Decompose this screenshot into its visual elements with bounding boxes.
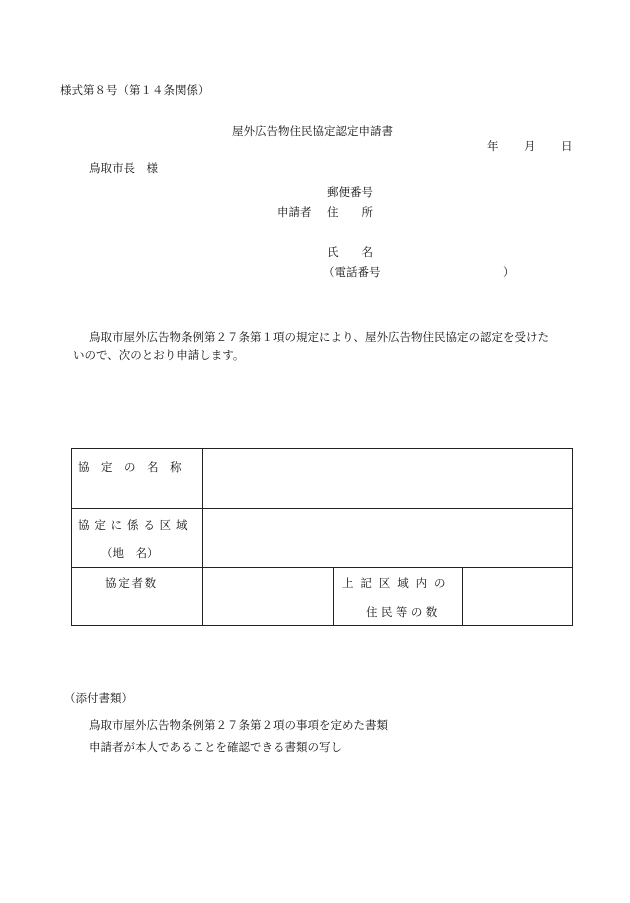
table-column-divider bbox=[202, 449, 203, 625]
resident-count-label: 上記区域内の bbox=[342, 576, 453, 590]
resident-count-sublabel: 住民等の数 bbox=[366, 605, 441, 619]
postal-code-label: 郵便番号 bbox=[327, 185, 373, 199]
attachment-item: 鳥取市屋外広告物条例第２７条第２項の事項を定めた書類 bbox=[89, 718, 388, 732]
date-year-label: 年 bbox=[487, 139, 499, 153]
date-day-label: 日 bbox=[561, 139, 573, 153]
table-column-divider bbox=[333, 567, 334, 625]
agreement-area-label: 協定に係る区域 bbox=[78, 518, 193, 532]
agreement-name-label: 協 定 の 名 称 bbox=[78, 460, 182, 474]
applicant-label: 申請者 bbox=[277, 205, 312, 219]
table-column-divider bbox=[462, 567, 463, 625]
name-label: 氏 名 bbox=[327, 245, 373, 259]
form-number: 様式第８号（第１４条関係） bbox=[60, 83, 210, 97]
body-text-line-1: 鳥取市屋外広告物条例第２７条第１項の規定により、屋外広告物住民協定の認定を受けた bbox=[89, 330, 549, 344]
agreement-info-table bbox=[71, 448, 573, 626]
body-text-line-2: いので、次のとおり申請します。 bbox=[73, 348, 245, 362]
addressee: 鳥取市長 様 bbox=[89, 161, 158, 175]
address-label: 住 所 bbox=[327, 205, 373, 219]
agreement-party-count-label: 協定者数 bbox=[105, 576, 158, 590]
phone-close-paren: ） bbox=[503, 265, 515, 279]
phone-label: （電話番号 bbox=[323, 265, 381, 279]
attachments-heading: （添付書類） bbox=[64, 691, 133, 705]
attachment-item: 申請者が本人であることを確認できる書類の写し bbox=[89, 740, 342, 754]
table-row-divider bbox=[72, 567, 572, 568]
date-month-label: 月 bbox=[524, 139, 536, 153]
table-row-divider bbox=[72, 508, 572, 509]
agreement-area-sublabel: （地 名） bbox=[101, 546, 159, 560]
document-title: 屋外広告物住民協定認定申請書 bbox=[232, 124, 393, 138]
